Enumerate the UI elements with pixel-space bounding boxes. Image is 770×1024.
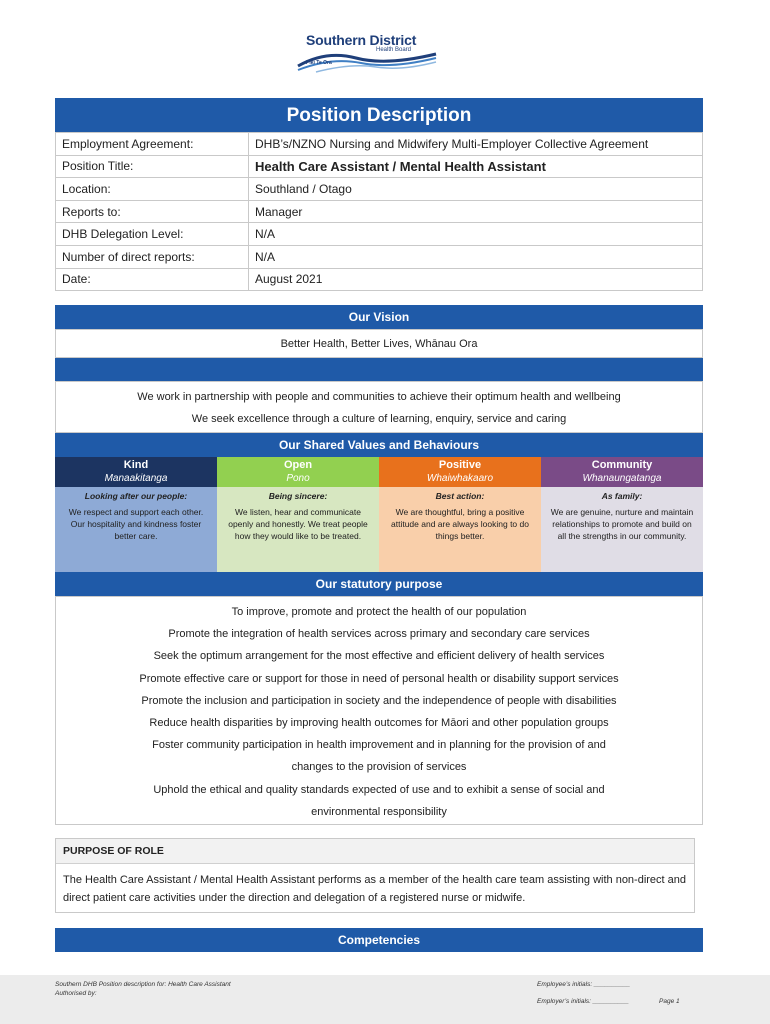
mission-line: We work in partnership with people and communities to achieve their optimum health and wellbeing <box>137 391 621 403</box>
row-key: Employment Agreement: <box>56 133 249 156</box>
statutory-line: Promote the inclusion and participation in society and the independence of people with disabilities <box>141 694 617 707</box>
shared-values-heading: Our Shared Values and Behaviours <box>55 433 703 457</box>
value-body <box>541 487 703 572</box>
value-description: We listen, hear and communicate openly and honestly. We treat people how they would like to be treated. <box>228 507 368 541</box>
value-lead: Best action: <box>435 491 485 501</box>
table-row <box>56 178 703 201</box>
footer-document-title: Southern DHB Position description for: Health Care Assistant <box>55 981 231 988</box>
statutory-purpose-list <box>55 596 703 825</box>
table-row <box>56 155 703 178</box>
row-value: Southland / Otago <box>249 178 703 201</box>
row-value: N/A <box>249 245 703 268</box>
logo-title: Southern District <box>306 32 417 48</box>
position-description-heading: Position Description <box>55 98 703 132</box>
mission-line: We seek excellence through a culture of learning, enquiry, service and caring <box>191 413 567 425</box>
competencies-heading: Competencies <box>55 928 703 952</box>
value-header <box>55 457 217 487</box>
position-details-table <box>55 132 703 291</box>
logo-subtitle: Health Board <box>376 47 412 53</box>
logo-waves-icon <box>296 30 442 74</box>
mission-block <box>55 381 703 433</box>
footer-page-number: Page 1 <box>659 998 680 1005</box>
value-lead: Being sincere: <box>268 491 328 501</box>
statutory-line: Reduce health disparities by improving health outcomes for Māori and other population groups <box>149 717 609 730</box>
value-header <box>217 457 379 487</box>
divider-bar <box>55 358 703 381</box>
statutory-line: Promote effective care or support for those in need of personal health or disability support services <box>139 672 619 685</box>
value-name: Positive <box>438 459 482 471</box>
purpose-of-role-heading: PURPOSE OF ROLE <box>56 839 694 864</box>
value-name: Community <box>591 459 653 471</box>
table-row <box>56 200 703 223</box>
row-key: Position Title: <box>56 155 249 178</box>
table-row <box>56 223 703 246</box>
table-row <box>56 268 703 291</box>
row-key: Location: <box>56 178 249 201</box>
position-title-value: Health Care Assistant / Mental Health Assistant <box>249 155 703 178</box>
value-open <box>217 457 379 572</box>
purpose-of-role <box>55 838 695 913</box>
row-key: Number of direct reports: <box>56 245 249 268</box>
row-key: DHB Delegation Level: <box>56 223 249 246</box>
southern-dhb-logo <box>296 30 442 74</box>
value-lead: Looking after our people: <box>84 491 188 501</box>
value-name: Open <box>283 459 313 471</box>
value-description: We are genuine, nurture and maintain relationships to promote and build on all the strengths in our community. <box>550 507 694 541</box>
value-name: Kind <box>123 459 149 471</box>
value-maori-name: Whanaungatanga <box>582 473 662 484</box>
row-value: DHB’s/NZNO Nursing and Midwifery Multi-Employer Collective Agreement <box>249 133 703 156</box>
row-value: N/A <box>249 223 703 246</box>
value-maori-name: Manaakitanga <box>104 473 168 484</box>
value-body <box>217 487 379 572</box>
value-community <box>541 457 703 572</box>
table-row <box>56 133 703 156</box>
value-description: We respect and support each other. Our hospitality and kindness foster better care. <box>68 507 204 541</box>
value-maori-name: Whaiwhakaaro <box>426 473 494 484</box>
purpose-of-role-text: The Health Care Assistant / Mental Health Assistant performs as a member of the health care team assisting with non-direct and direct patient care activities under the direction and delegation of a registered nurse or midwife. <box>63 874 687 904</box>
logo-tagline: Piki Te Ora <box>306 60 332 66</box>
vision-text: Better Health, Better Lives, Whānau Ora <box>55 329 703 358</box>
value-description: We are thoughtful, bring a positive attitude and are always looking to do things better. <box>391 507 529 541</box>
row-key: Date: <box>56 268 249 291</box>
value-positive <box>379 457 541 572</box>
statutory-line: Seek the optimum arrangement for the most effective and efficient delivery of health services <box>153 650 605 663</box>
value-body <box>379 487 541 572</box>
statutory-line: To improve, promote and protect the health of our population <box>231 606 527 618</box>
statutory-line: Foster community participation in health improvement and in planning for the provision of and <box>152 739 606 752</box>
value-kind <box>55 457 217 572</box>
value-body <box>55 487 217 572</box>
row-value: Manager <box>249 200 703 223</box>
footer-employer-initials: Employer’s initials: __________ <box>537 998 629 1005</box>
value-maori-name: Pono <box>286 473 310 484</box>
value-header <box>541 457 703 487</box>
page-footer <box>0 975 770 1024</box>
value-header <box>379 457 541 487</box>
footer-authorised-by: Authorised by: <box>55 990 97 997</box>
row-key: Reports to: <box>56 200 249 223</box>
our-vision-heading: Our Vision <box>55 305 703 329</box>
statutory-line: Promote the integration of health services across primary and secondary care services <box>168 628 590 641</box>
statutory-line: environmental responsibility <box>311 805 447 818</box>
table-row <box>56 245 703 268</box>
value-lead: As family: <box>601 491 643 501</box>
statutory-purpose-heading: Our statutory purpose <box>55 572 703 596</box>
statutory-line: Uphold the ethical and quality standards expected of use and to exhibit a sense of social and <box>153 783 605 796</box>
values-grid <box>55 457 703 572</box>
statutory-line: changes to the provision of services <box>291 761 467 774</box>
row-value: August 2021 <box>249 268 703 291</box>
footer-employee-initials: Employee’s initials: __________ <box>537 981 631 988</box>
